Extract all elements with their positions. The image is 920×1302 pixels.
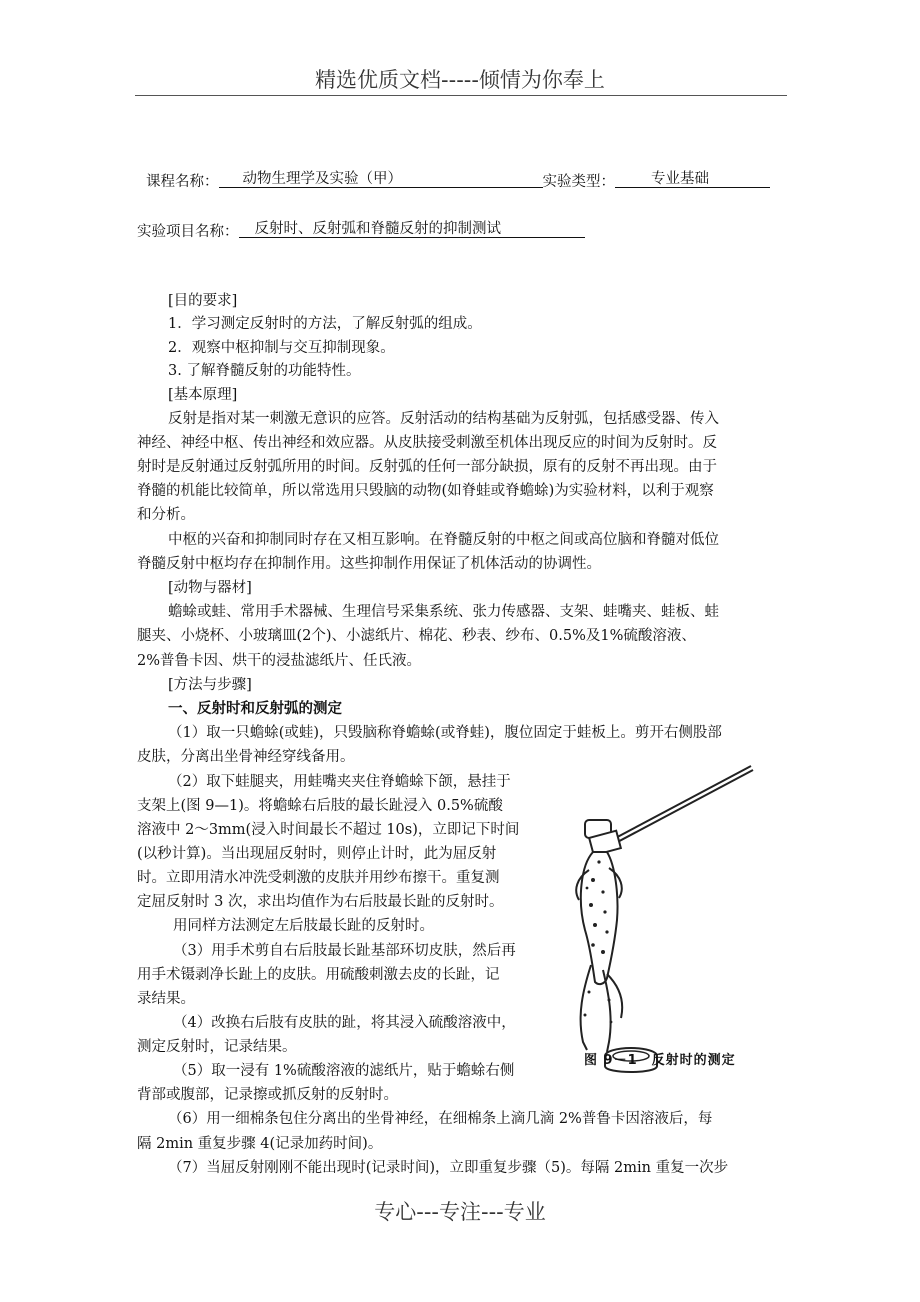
principle-p1-line: 神经、神经中枢、传出神经和效应器。从皮肤接受刺激至机体出现反应的时间为反射时。反 — [137, 435, 717, 451]
step-2-line: 时。立即用清水冲洗受刺激的皮肤并用纱布擦干。重复测 — [137, 870, 500, 886]
step-2-line: 支架上(图 9—1)。将蟾蜍右后肢的最长趾浸入 0.5%硫酸 — [137, 798, 503, 814]
course-value: 动物生理学及实验（甲） — [219, 170, 543, 188]
page-footer: 专心---专注---专业 — [374, 1200, 546, 1224]
materials-line: 蟾蜍或蛙、常用手术器械、生理信号采集系统、张力传感器、支架、蛙嘴夹、蛙板、蛙 — [168, 604, 719, 620]
goal-item-2: 2．观察中枢抑制与交互抑制现象。 — [168, 340, 395, 356]
step-2-line: 溶液中 2～3mm(浸入时间最长不超过 10s)，立即记下时间 — [137, 822, 520, 838]
figure-caption: 图 9－1 反射时的测定 — [584, 1053, 736, 1068]
step-5-line: 背部或腹部，记录擦或抓反射的反射时。 — [137, 1087, 398, 1103]
step-1-line: （1）取一只蟾蜍(或蛙)，只毁脑称脊蟾蜍(或脊蛙)，腹位固定于蛙板上。剪开右侧股部 — [168, 725, 722, 741]
project-line — [137, 220, 585, 241]
page-header-title: 精选优质文档-----倾情为你奉上 — [315, 68, 605, 92]
course-label: 课程名称： — [146, 174, 219, 190]
step-2-line: 用同样方法测定左后肢最长趾的反射时。 — [173, 918, 434, 934]
step-2-line: （2）取下蛙腿夹，用蛙嘴夹夹住脊蟾蜍下颌，悬挂于 — [168, 774, 511, 790]
section-1-heading: 一、反射时和反射弧的测定 — [168, 700, 342, 717]
principle-p1-line: 和分析。 — [137, 507, 195, 523]
goal-heading: [目的要求] — [168, 293, 238, 309]
principle-p1-line: 射时是反射通过反射弧所用的时间。反射弧的任何一部分缺损，原有的反射不再出现。由于 — [137, 459, 717, 475]
step-3-line: 用手术镊剥净长趾上的皮肤。用硫酸刺激去皮的长趾，记 — [137, 967, 500, 983]
materials-heading: [动物与器材] — [168, 580, 252, 596]
type-value: 专业基础 — [615, 170, 770, 188]
goal-item-3: 3. 了解脊髓反射的功能特性。 — [168, 363, 361, 379]
step-6-line: 隔 2min 重复步骤 4(记录加药时间)。 — [137, 1136, 383, 1152]
project-value: 反射时、反射弧和脊髓反射的抑制测试 — [239, 220, 585, 238]
goal-item-1: 1．学习测定反射时的方法，了解反射弧的组成。 — [168, 316, 482, 332]
frog-reflex-illustration — [563, 760, 763, 1080]
step-4-line: （4）改换右后肢有皮肤的趾，将其浸入硫酸溶液中， — [173, 1015, 516, 1031]
step-4-line: 测定反射时，记录结果。 — [137, 1039, 297, 1055]
materials-line: 2%普鲁卡因、烘干的浸盐滤纸片、任氏液。 — [137, 653, 422, 669]
step-6-line: （6）用一细棉条包住分离出的坐骨神经，在细棉条上滴几滴 2%普鲁卡因溶液后，每 — [168, 1111, 713, 1127]
step-2-line: (以秒计算)。当出现屈反射时，则停止计时，此为屈反射 — [137, 846, 497, 862]
step-1-line: 皮肤，分离出坐骨神经穿线备用。 — [137, 749, 355, 765]
principle-p2-line: 脊髓反射中枢均存在抑制作用。这些抑制作用保证了机体活动的协调性。 — [137, 556, 601, 572]
step-2-line: 定屈反射时 3 次，求出均值作为右后肢最长趾的反射时。 — [137, 894, 504, 910]
principle-p1-line: 脊髓的机能比较简单，所以常选用只毁脑的动物(如脊蛙或脊蟾蜍)为实验材料，以利于观察 — [137, 483, 714, 499]
step-3-line: 录结果。 — [137, 991, 195, 1007]
step-5-line: （5）取一浸有 1%硫酸溶液的滤纸片，贴于蟾蜍右侧 — [173, 1063, 515, 1079]
type-label: 实验类型： — [542, 174, 615, 190]
header-divider — [135, 95, 787, 96]
method-heading: [方法与步骤] — [168, 677, 252, 693]
project-label: 实验项目名称： — [137, 224, 239, 240]
principle-p1-line: 反射是指对某一刺激无意识的应答。反射活动的结构基础为反射弧，包括感受器、传入 — [168, 411, 719, 427]
principle-p2-line: 中枢的兴奋和抑制同时存在又相互影响。在脊髓反射的中枢之间或高位脑和脊髓对低位 — [168, 532, 719, 548]
principle-heading: [基本原理] — [168, 387, 238, 403]
step-7-line: （7）当屈反射刚刚不能出现时(记录时间)，立即重复步骤（5)。每隔 2min 重复一次步 — [168, 1160, 729, 1176]
course-line — [146, 170, 770, 191]
materials-line: 腿夹、小烧杯、小玻璃皿(2个)、小滤纸片、棉花、秒表、纱布、0.5%及1%硫酸溶液、 — [137, 628, 696, 644]
step-3-line: （3）用手术剪自右后肢最长趾基部环切皮肤，然后再 — [173, 943, 516, 959]
